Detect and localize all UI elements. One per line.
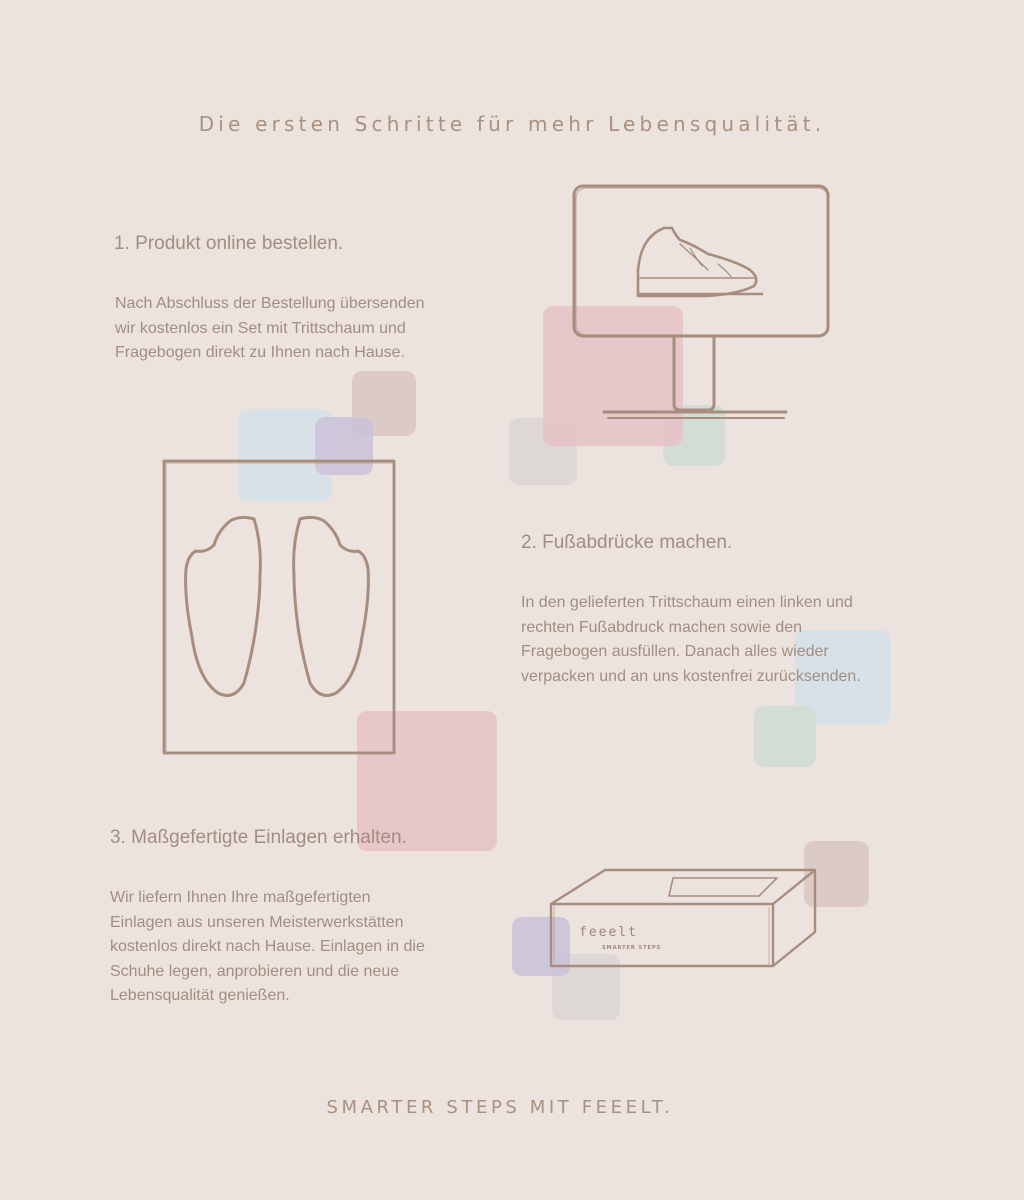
step-2-line: verpacken und an uns kostenfrei zurücksenden.: [521, 667, 861, 685]
deco-square: [754, 706, 816, 767]
step-2-title: 2. Fußabdrücke machen.: [521, 532, 733, 553]
step-3-line: Schuhe legen, anprobieren und die neue: [110, 962, 400, 980]
step-1-line: Fragebogen direkt zu Ihnen nach Hause.: [115, 344, 405, 361]
shipping-box-icon: [545, 860, 825, 975]
page-headline: Die ersten Schritte für mehr Lebensqualität.: [198, 112, 826, 136]
box-brand-logo: feeelt: [579, 925, 638, 940]
sneaker-icon: [638, 228, 762, 296]
step-2-line: In den gelieferten Trittschaum einen linken und: [521, 594, 853, 611]
box-tagline: SMARTER STEPS: [602, 945, 662, 951]
step-3-title: 3. Maßgefertigte Einlagen erhalten.: [110, 827, 407, 848]
step-3-line: Wir liefern Ihnen Ihre maßgefertigten: [110, 889, 371, 906]
step-3-text: [110, 886, 425, 1009]
step-3-line: kostenlos direkt nach Hause. Einlagen in die: [110, 938, 425, 955]
step-3-line: Lebensqualität genießen.: [110, 987, 290, 1004]
step-1-line: wir kostenlos ein Set mit Trittschaum und: [115, 319, 406, 337]
monitor-icon: [568, 182, 838, 432]
footprint-tray-icon: [160, 457, 400, 757]
step-2-text: [521, 591, 861, 689]
step-1-line: Nach Abschluss der Bestellung übersenden: [115, 295, 425, 312]
step-1-title: 1. Produkt online bestellen.: [114, 233, 344, 254]
step-2-line: rechten Fußabdruck machen sowie den: [521, 618, 803, 636]
footer-slogan: SMARTER STEPS MIT FEEELT.: [326, 1097, 674, 1118]
step-2-line: Fragebogen ausfüllen. Danach alles wieder: [521, 643, 829, 660]
step-1-text: [115, 292, 425, 366]
step-3-line: Einlagen aus unseren Meisterwerkstätten: [110, 913, 404, 931]
